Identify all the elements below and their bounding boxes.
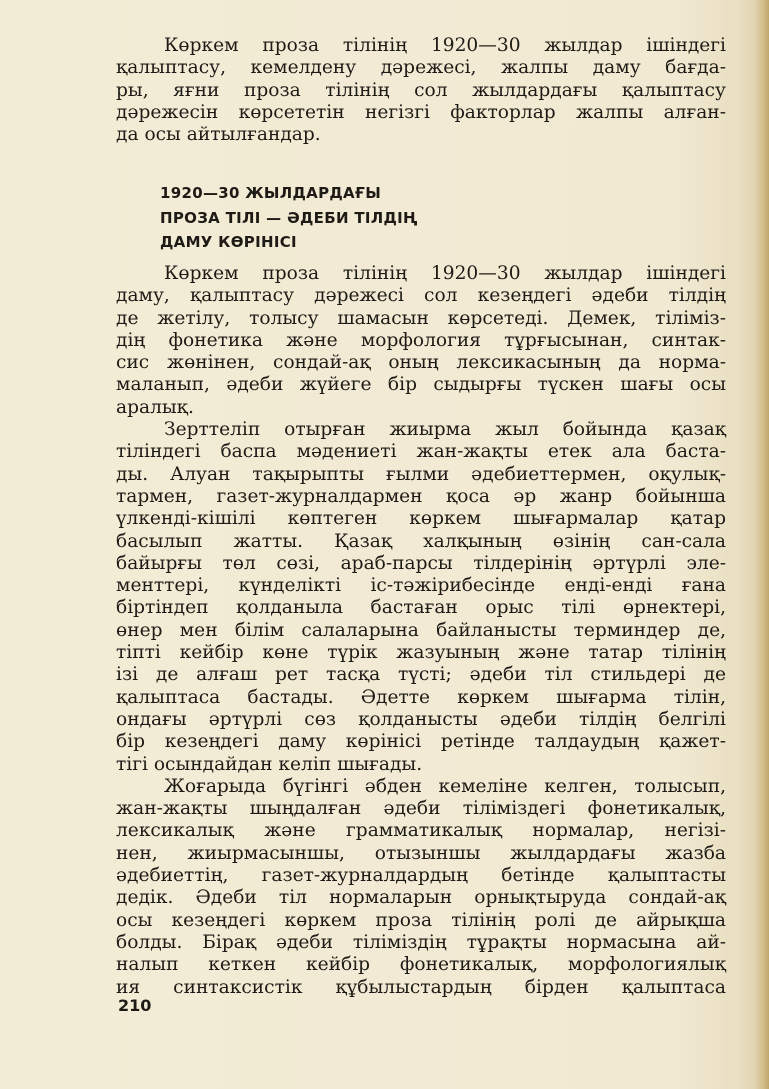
body-line: аралық.	[116, 396, 194, 418]
intro-line: ры, яғни проза тілінің сол жылдардағы қалыптасу	[116, 79, 726, 101]
body-line: налып кеткен кейбір фонетикалық, морфологиялық	[116, 954, 726, 976]
intro-paragraph	[116, 35, 726, 146]
body-line: сис жөнінен, сондай-ақ оның лексикасының да норма-	[116, 352, 726, 374]
body-line: ия синтаксистік құбылыстардың бірден қалыптаса	[116, 976, 726, 998]
body-line: ды. Алуан тақырыпты ғылми әдебиеттермен, оқулық-	[116, 463, 726, 485]
body-line: тіпті кейбір көне түрік жазуының және татар тілінің	[116, 642, 726, 664]
body-line: дің фонетика және морфология тұрғысынан, синтак-	[116, 329, 726, 351]
body-line: әдебиеттің, газет-журналдардың бетінде қалыптасты	[116, 865, 726, 887]
intro-line: да осы айтылғандар.	[116, 124, 321, 146]
body-line: қалыптаса бастады. Әдетте көркем шығарма тілін,	[116, 686, 726, 708]
body-line: байырғы төл сөзі, араб-парсы тілдерінің әртүрлі эле-	[116, 552, 726, 574]
body-line: ізі де алғаш рет тасқа түсті; әдеби тіл стильдері де	[116, 664, 726, 686]
body-line: тармен, газет-журналдармен қоса әр жанр бойынша	[116, 485, 726, 507]
intro-line: қалыптасу, кемелдену дәрежесі, жалпы даму бағда-	[116, 57, 726, 79]
body-line: ондағы әртүрлі сөз қолданысты әдеби тілдің белгілі	[116, 708, 726, 730]
body-line: лексикалық және грамматикалық нормалар, негізі-	[116, 820, 726, 842]
body-line: басылып жатты. Қазақ халқының өзінің сан-сала	[116, 530, 726, 552]
body-line: Көркем проза тілінің 1920—30 жылдар ішіндегі	[164, 263, 726, 284]
body-line: үлкенді-кішілі көптеген көркем шығармалар қатар	[116, 508, 726, 530]
body-line: Зерттеліп отырған жиырма жыл бойында қазақ	[164, 419, 726, 441]
body-line: тігі осындайдан келіп шығады.	[116, 753, 423, 775]
body-line: менттері, күнделікті іс-тәжірибесінде енді-енді ғана	[116, 575, 726, 597]
section-heading	[160, 181, 418, 255]
body-line: даму, қалыптасу дәрежесі сол кезеңдегі әдеби тілдің	[116, 285, 726, 307]
section-heading-line: ПРОЗА ТІЛІ — ӘДЕБИ ТІЛДІҢ	[160, 208, 418, 227]
section-heading-line: 1920—30 ЖЫЛДАРДАҒЫ	[160, 184, 382, 202]
body-text	[116, 263, 726, 999]
body-line: нен, жиырмасыншы, отызыншы жылдардағы жазба	[116, 842, 726, 864]
body-line: біртіндеп қолданыла бастаған орыс тілі өрнектері,	[116, 597, 726, 619]
body-line: болды. Бірақ әдеби тіліміздің тұрақты нормасына ай-	[116, 931, 726, 953]
section-heading-line: ДАМУ КӨРІНІСІ	[160, 233, 297, 251]
page-edge-shadow	[755, 0, 769, 1089]
body-line: дедік. Әдеби тіл нормаларын орнықтыруда сондай-ақ	[116, 887, 726, 909]
body-line: осы кезеңдегі көркем проза тілінің ролі де айрықша	[116, 909, 726, 931]
intro-line: Көркем проза тілінің 1920—30 жылдар ішіндегі	[164, 35, 726, 56]
intro-line: дәрежесін көрсететін негізгі факторлар жалпы алған-	[116, 101, 726, 123]
body-line: тіліндегі баспа мәдениеті жан-жақты етек ала баста-	[116, 441, 726, 463]
body-line: жан-жақты шыңдалған әдеби тіліміздегі фонетикалық,	[116, 798, 726, 820]
page-number: 210	[118, 996, 152, 1015]
body-line: маланып, әдеби жүйеге бір сыдырғы түскен шағы осы	[116, 374, 726, 396]
body-line: өнер мен білім салаларына байланысты терминдер де,	[116, 619, 726, 641]
body-line: Жоғарыда бүгінгі әбден кемеліне келген, толысып,	[164, 775, 726, 797]
body-line: бір кезеңдегі даму көрінісі ретінде талдаудың қажет-	[116, 731, 726, 753]
body-line: де жетілу, толысу шамасын көрсетеді. Демек, тіліміз-	[116, 307, 726, 329]
